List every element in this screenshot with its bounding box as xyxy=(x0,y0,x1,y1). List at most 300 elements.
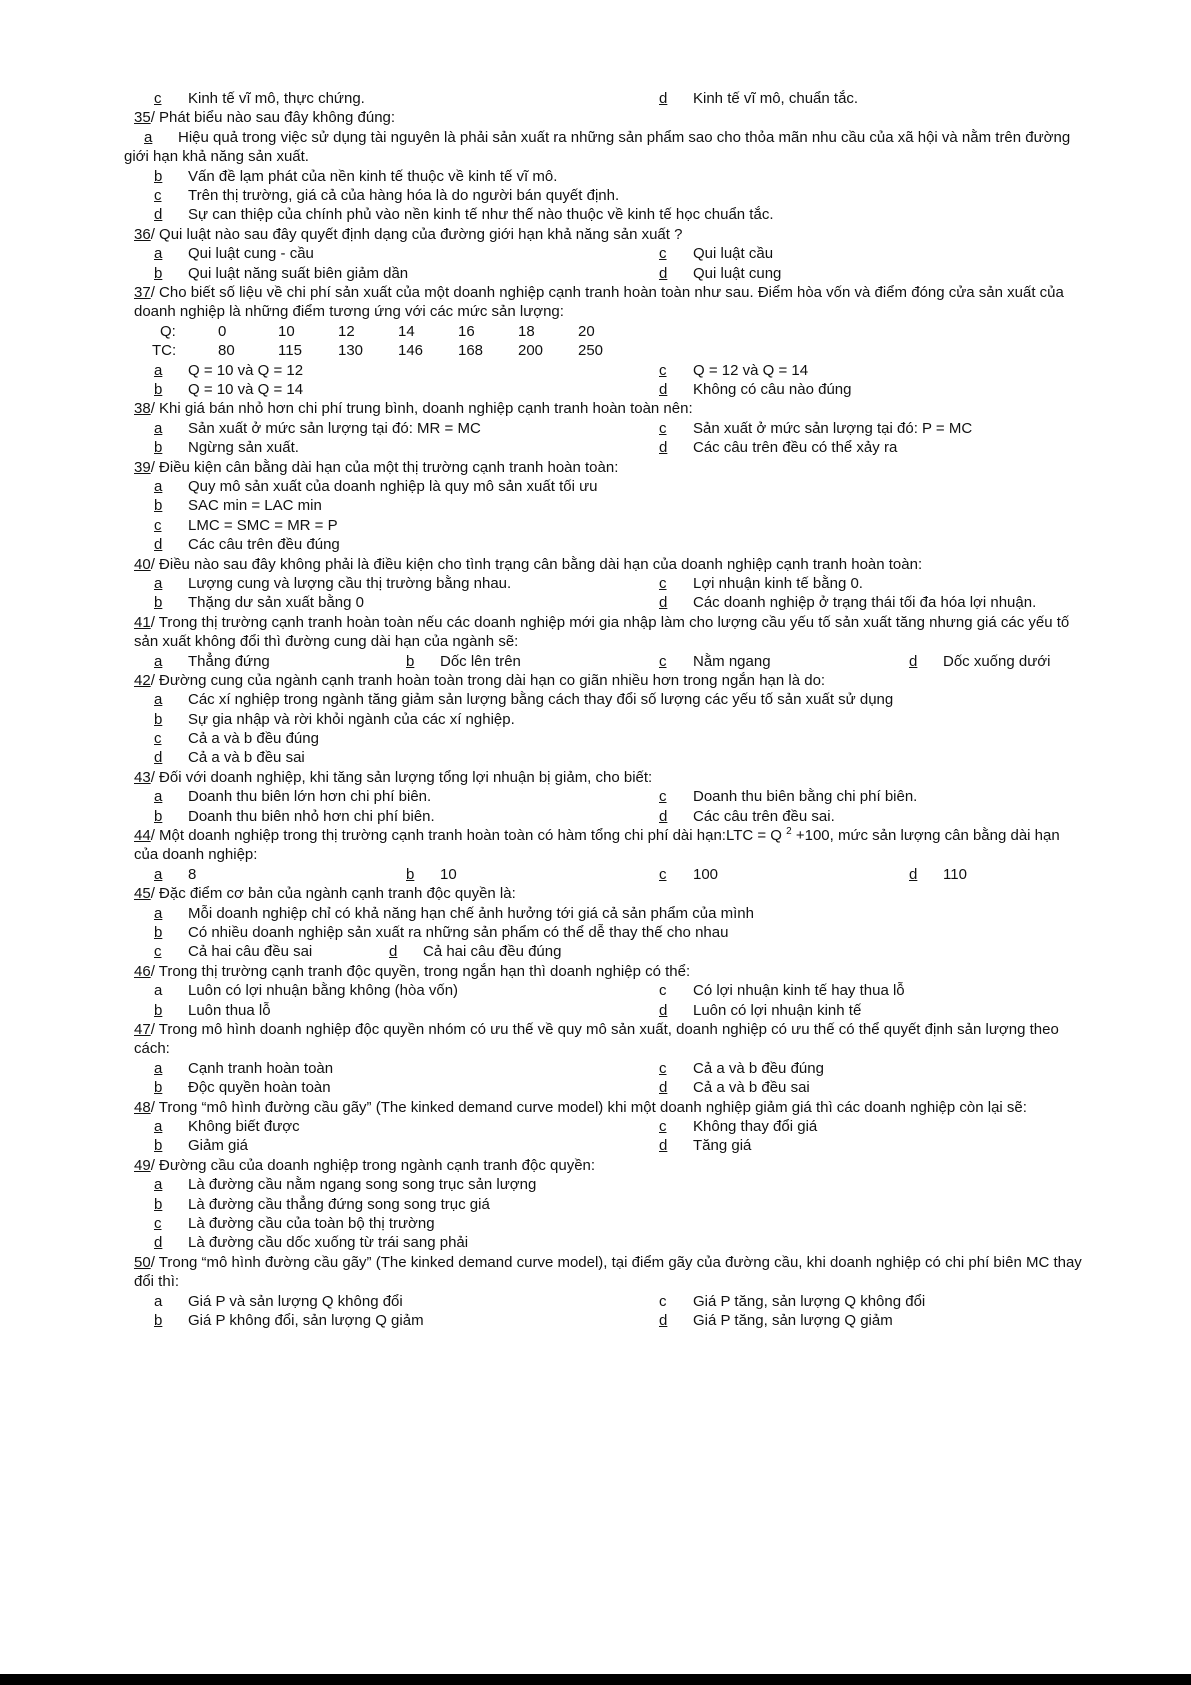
option-text: Qui luật cung xyxy=(693,264,782,282)
option-letter: c xyxy=(154,187,162,204)
superscript: 2 xyxy=(786,826,792,838)
option-letter: a xyxy=(154,574,163,592)
question-number: 47 xyxy=(134,1021,151,1039)
option-text: Là đường cầu nằm ngang song song trục sản lượng xyxy=(188,1176,537,1194)
option-letter: b xyxy=(154,807,163,825)
answer-row xyxy=(134,729,1084,748)
option-text: Các xí nghiệp trong ngành tăng giảm sản lượng bằng cách thay đổi số lượng các yếu tố sản xuất sử dụng xyxy=(188,691,894,709)
option-text: Thẳng đứng xyxy=(188,652,270,670)
question-text: Khi giá bán nhỏ hơn chi phí trung bình, doanh nghiệp cạnh tranh hoàn toàn nên: xyxy=(159,400,693,418)
answer-option xyxy=(154,1292,403,1311)
option-text: 110 xyxy=(943,865,967,883)
answer-option xyxy=(154,865,196,884)
answer-option xyxy=(154,186,619,205)
answer-option xyxy=(909,652,1050,671)
answer-row xyxy=(134,710,1084,729)
option-letter: a xyxy=(154,477,163,495)
option-text: Qui luật năng suất biên giảm dần xyxy=(188,264,409,282)
answer-option xyxy=(659,981,905,1000)
question-text: Trong “mô hình đường cầu gãy” (The kinked demand curve model), tại điểm gãy của đường cầu, khi doanh nghiệp có chi phí biên MC thay đổi thì: xyxy=(134,1253,1082,1291)
cost-table-cell: 0 xyxy=(218,322,227,340)
answer-row xyxy=(134,593,1084,612)
option-text: Cả a và b đều sai xyxy=(693,1079,810,1097)
answer-option xyxy=(659,787,917,806)
option-text: Dốc lên trên xyxy=(440,652,521,670)
option-letter: d xyxy=(154,206,163,224)
option-text: Có lợi nhuận kinh tế hay thua lỗ xyxy=(693,982,905,1000)
option-text: Có nhiều doanh nghiệp sản xuất ra những sản phẩm có thể dễ thay thế cho nhau xyxy=(188,924,729,942)
option-letter: a xyxy=(154,865,163,883)
question-text: Trong “mô hình đường cầu gãy” (The kinked demand curve model) khi một doanh nghiệp giảm giá thì các doanh nghiệp còn lại sẽ: xyxy=(158,1098,1027,1116)
option-text: Giá P tăng, sản lượng Q giảm xyxy=(693,1311,893,1329)
answer-option xyxy=(659,264,781,283)
answer-option xyxy=(154,574,511,593)
option-letter: d xyxy=(154,1234,163,1252)
option-letter: b xyxy=(406,652,415,670)
option-letter: a xyxy=(154,361,163,379)
option-text: Hiệu quả trong việc sử dụng tài nguyên là phải sản xuất ra những sản phẩm sao cho thỏa mãn nhu cầu của xã hội và nằm trên đường giới hạn khả năng sản xuất. xyxy=(124,128,1071,166)
option-text: Dốc xuống dưới xyxy=(943,652,1051,670)
option-letter: b xyxy=(154,167,163,185)
option-letter: c xyxy=(659,652,667,670)
option-letter: b xyxy=(154,1137,163,1155)
question-stem: 48/ Trong “mô hình đường cầu gãy” (The kinked demand curve model) khi một doanh nghiệp giảm giá thì các doanh nghiệp còn lại sẽ: xyxy=(134,1098,1027,1116)
question-text: Đường cầu của doanh nghiệp trong ngành cạnh tranh độc quyền: xyxy=(159,1156,596,1174)
answer-option xyxy=(659,1292,925,1311)
answer-option xyxy=(659,1059,824,1078)
option-letter: d xyxy=(909,652,918,670)
cost-table-cell: 10 xyxy=(278,322,295,340)
answer-option xyxy=(154,710,515,729)
option-text: Cả hai câu đều sai xyxy=(188,943,313,961)
question-text: Cho biết số liệu về chi phí sản xuất của một doanh nghiệp cạnh tranh hoàn toàn như sau. Điểm hòa vốn và điểm đóng cửa sản xuất của doanh nghiệp là những điểm tương ứng với các mức sản lượng: xyxy=(134,283,1064,321)
answer-option xyxy=(154,89,365,108)
answer-option xyxy=(154,1078,331,1097)
cost-table-row xyxy=(134,322,1084,341)
question-text: Đối với doanh nghiệp, khi tăng sản lượng tổng lợi nhuận bị giảm, cho biết: xyxy=(159,768,653,786)
answer-option xyxy=(659,380,851,399)
answer-option xyxy=(154,652,270,671)
question-stem: 35/ Phát biểu nào sau đây không đúng: xyxy=(134,109,396,127)
answer-option xyxy=(406,652,521,671)
option-letter: a xyxy=(154,245,163,263)
answer-option xyxy=(659,1311,893,1330)
option-text: Không biết được xyxy=(188,1118,300,1136)
answer-option xyxy=(659,89,858,108)
option-letter: b xyxy=(154,497,163,515)
answer-row xyxy=(134,981,1084,1000)
option-text: Giá P không đổi, sản lượng Q giảm xyxy=(188,1311,424,1329)
answer-option xyxy=(406,865,457,884)
cost-table-cell: 168 xyxy=(458,342,484,360)
answer-option xyxy=(154,264,408,283)
option-letter: d xyxy=(154,749,163,767)
question-number: 41 xyxy=(134,613,151,631)
answer-option xyxy=(154,729,319,748)
option-letter: a xyxy=(154,788,163,806)
answer-row xyxy=(134,787,1084,806)
option-letter: c xyxy=(659,1059,667,1077)
question-list xyxy=(124,89,1084,1330)
option-text: Cả a và b đều đúng xyxy=(188,730,319,748)
cost-table-cell: 20 xyxy=(578,322,595,340)
cost-table-row xyxy=(134,341,1084,360)
question-number: 46 xyxy=(134,962,151,980)
question-text: Trong mô hình doanh nghiệp độc quyền nhóm có ưu thế về quy mô sản xuất, doanh nghiệp có ưu thế có thể quyết định sản lượng theo cách: xyxy=(134,1021,1059,1058)
option-text: Sản xuất ở mức sản lượng tại đó: P = MC xyxy=(693,419,973,437)
option-letter: b xyxy=(154,1079,163,1097)
option-letter: d xyxy=(659,807,668,825)
answer-row xyxy=(134,186,1084,205)
option-text: Giá P tăng, sản lượng Q không đổi xyxy=(693,1292,926,1310)
answer-option xyxy=(154,1001,271,1020)
answer-option xyxy=(154,535,340,554)
question-number: 48 xyxy=(134,1098,151,1116)
option-text: Độc quyền hoàn toàn xyxy=(188,1079,331,1097)
question-stem: 50/ Trong “mô hình đường cầu gãy” (The kinked demand curve model), tại điểm gãy của đường cầu, khi doanh nghiệp có chi phí biên MC thay đổi thì: xyxy=(134,1253,1082,1291)
option-letter: d xyxy=(659,439,668,457)
answer-option xyxy=(389,942,561,961)
answer-row xyxy=(134,89,1084,108)
answer-row xyxy=(134,1117,1084,1136)
answer-option xyxy=(659,1078,810,1097)
answer-option xyxy=(659,1117,817,1136)
answer-row xyxy=(134,516,1084,535)
option-text: Lượng cung và lượng cầu thị trường bằng nhau. xyxy=(188,574,512,592)
cost-table-label: TC: xyxy=(152,342,177,360)
question-text: Phát biểu nào sau đây không đúng: xyxy=(159,109,396,127)
answer-option xyxy=(154,1059,333,1078)
answer-option xyxy=(659,438,897,457)
answer-option xyxy=(154,748,305,767)
answer-option xyxy=(154,477,597,496)
option-text: Giá P và sản lượng Q không đổi xyxy=(188,1292,403,1310)
cost-table-cell: 250 xyxy=(578,342,604,360)
answer-row xyxy=(134,748,1084,767)
option-text: Doanh thu biên nhỏ hơn chi phí biên. xyxy=(188,807,435,825)
cost-table-cell: 16 xyxy=(458,322,475,340)
option-text: Ngừng sản xuất. xyxy=(188,439,299,457)
question-stem: 41/ Trong thị trường cạnh tranh hoàn toàn nếu các doanh nghiệp mới gia nhập làm cho lượng cầu yếu tố sản xuất tăng nhưng giá các yếu tố sản xuất không đổi thì đường cung dài hạn của ngành sẽ: xyxy=(134,613,1070,651)
question-number: 36 xyxy=(134,225,151,243)
answer-option xyxy=(154,167,557,186)
question-stem: 39/ Điều kiện cân bằng dài hạn của một thị trường cạnh tranh hoàn toàn: xyxy=(134,458,619,476)
option-text: Cả a và b đều đúng xyxy=(693,1059,824,1077)
answer-row xyxy=(134,1078,1084,1097)
cost-table-cell: 146 xyxy=(398,342,424,360)
option-text: Qui luật cung - cầu xyxy=(188,245,314,263)
answer-option xyxy=(154,516,338,535)
question-stem: 37/ Cho biết số liệu về chi phí sản xuất của một doanh nghiệp cạnh tranh hoàn toàn như sau. Điểm hòa vốn và điểm đóng cửa sản xuất của doanh nghiệp là những điểm tương ứng với các mức sản lượng: xyxy=(134,283,1064,321)
question-stem: 42/ Đường cung của ngành cạnh tranh hoàn toàn trong dài hạn co giãn nhiều hơn trong ngắn hạn là do: xyxy=(134,671,826,689)
answer-option xyxy=(154,438,299,457)
answer-option xyxy=(659,244,773,263)
question-stem: 44/ Một doanh nghiệp trong thị trường cạnh tranh hoàn toàn có hàm tổng chi phí dài hạn:LTC = Q $^2$ +100, mức sản lượng cân bằng dài hạn của doanh nghiệp: xyxy=(134,826,1060,864)
option-text: Cả hai câu đều đúng xyxy=(423,943,562,961)
answer-option xyxy=(659,361,808,380)
answer-option xyxy=(154,361,303,380)
option-letter: b xyxy=(154,710,163,728)
answer-option xyxy=(154,380,303,399)
option-letter: c xyxy=(659,361,667,379)
option-text: SAC min = LAC min xyxy=(188,497,322,515)
answer-row xyxy=(134,205,1084,224)
answer-option xyxy=(124,128,1084,167)
answer-option xyxy=(154,923,728,942)
answer-option xyxy=(154,593,364,612)
answer-row xyxy=(134,923,1084,942)
option-letter: d xyxy=(154,536,163,554)
option-text: Quy mô sản xuất của doanh nghiệp là quy mô sản xuất tối ưu xyxy=(188,477,598,495)
option-letter: a xyxy=(154,904,163,922)
option-text: Kinh tế vĩ mô, chuẩn tắc. xyxy=(693,90,859,107)
answer-option xyxy=(154,904,754,923)
answer-row xyxy=(134,1001,1084,1020)
option-letter: d xyxy=(659,1137,668,1155)
answer-row xyxy=(134,419,1084,438)
answer-row xyxy=(134,1214,1084,1233)
answer-option xyxy=(659,652,771,671)
cost-table-cell: 115 xyxy=(278,342,302,360)
answer-option xyxy=(909,865,967,884)
option-letter: c xyxy=(659,982,667,1000)
option-text: Trên thị trường, giá cả của hàng hóa là do người bán quyết định. xyxy=(188,187,620,204)
option-text: Mỗi doanh nghiệp chỉ có khả năng hạn chế ảnh hưởng tới giá cả sản phẩm của mình xyxy=(188,904,754,922)
option-text: Kinh tế vĩ mô, thực chứng. xyxy=(188,90,365,107)
question-text: Trong thị trường cạnh tranh hoàn toàn nếu các doanh nghiệp mới gia nhập làm cho lượng cầu yếu tố sản xuất tăng nhưng giá các yếu tố sản xuất không đổi thì đường cung dài hạn của ngành sẽ: xyxy=(134,613,1070,651)
option-text: Qui luật cầu xyxy=(693,245,774,263)
option-letter: b xyxy=(154,594,163,612)
answer-row xyxy=(134,1136,1084,1155)
option-letter: a xyxy=(154,419,163,437)
question-stem: 46/ Trong thị trường cạnh tranh độc quyền, trong ngắn hạn thì doanh nghiệp có thể: xyxy=(134,962,691,980)
answer-option xyxy=(154,244,314,263)
option-letter: c xyxy=(659,419,667,437)
answer-option xyxy=(659,574,863,593)
answer-option xyxy=(659,1136,751,1155)
answer-option xyxy=(154,1214,435,1233)
option-letter: a xyxy=(154,652,163,670)
answer-row xyxy=(134,1059,1084,1078)
question-number: 42 xyxy=(134,671,151,689)
answer-row xyxy=(134,574,1084,593)
answer-option xyxy=(659,1001,861,1020)
answer-option xyxy=(154,981,458,1000)
answer-option xyxy=(154,942,312,961)
answer-option xyxy=(154,1311,424,1330)
option-text: Tăng giá xyxy=(693,1137,752,1155)
question-text: Một doanh nghiệp trong thị trường cạnh tranh hoàn toàn có hàm tổng chi phí dài hạn:LTC = Q xyxy=(159,827,787,845)
option-letter: b xyxy=(154,1001,163,1019)
answer-row xyxy=(134,690,1084,709)
answer-option xyxy=(154,205,773,224)
question-number: 40 xyxy=(134,555,151,573)
answer-row xyxy=(134,380,1084,399)
answer-option xyxy=(154,496,322,515)
answer-row xyxy=(134,1175,1084,1194)
answer-row xyxy=(134,244,1084,263)
answer-option xyxy=(154,1136,248,1155)
answer-row xyxy=(134,1292,1084,1311)
question-number: 43 xyxy=(134,768,151,786)
option-text: Cả a và b đều sai xyxy=(188,749,305,767)
option-text: Không thay đổi giá xyxy=(693,1118,818,1136)
option-letter: d xyxy=(659,90,668,107)
answer-row xyxy=(134,264,1084,283)
answer-option xyxy=(154,690,893,709)
answer-option xyxy=(154,1117,300,1136)
answer-row xyxy=(134,438,1084,457)
option-letter: b xyxy=(406,865,415,883)
option-text: Giảm giá xyxy=(188,1137,249,1155)
option-letter: a xyxy=(154,982,163,1000)
option-letter: c xyxy=(154,1214,162,1232)
cost-table-cell: 200 xyxy=(518,342,544,360)
question-stem: 43/ Đối với doanh nghiệp, khi tăng sản lượng tổng lợi nhuận bị giảm, cho biết: xyxy=(134,768,653,786)
option-letter: a xyxy=(154,1292,163,1310)
question-text: Đặc điểm cơ bản của ngành cạnh tranh độc quyền là: xyxy=(159,885,516,903)
answer-option xyxy=(659,807,835,826)
answer-row xyxy=(134,904,1084,923)
option-letter: d xyxy=(659,1079,668,1097)
option-letter: c xyxy=(659,1118,667,1136)
option-text: Luôn có lợi nhuận bằng không (hòa vốn) xyxy=(188,982,459,1000)
question-stem: 36/ Qui luật nào sau đây quyết định dạng của đường giới hạn khả năng sản xuất ? xyxy=(134,225,683,243)
option-letter: b xyxy=(154,439,163,457)
option-letter: c xyxy=(659,245,667,263)
cost-table-label: Q: xyxy=(160,322,176,340)
cost-table-cell: 18 xyxy=(518,322,535,340)
question-number: 39 xyxy=(134,458,151,476)
option-text: Là đường cầu dốc xuống từ trái sang phải xyxy=(188,1234,469,1252)
answer-option xyxy=(154,807,435,826)
answer-option xyxy=(154,1195,490,1214)
answer-option xyxy=(659,865,718,884)
option-letter: c xyxy=(659,1292,667,1310)
question-number: 35 xyxy=(134,109,151,127)
page-bottom-border xyxy=(0,1674,1191,1685)
cost-table-cell: 130 xyxy=(338,342,364,360)
answer-row xyxy=(134,1233,1084,1252)
question-stem: 49/ Đường cầu của doanh nghiệp trong ngành cạnh tranh độc quyền: xyxy=(134,1156,596,1174)
option-text: 8 xyxy=(188,865,197,883)
answer-option xyxy=(154,1233,468,1252)
answer-option xyxy=(659,419,972,438)
option-letter: a xyxy=(154,691,163,709)
option-letter: b xyxy=(154,380,163,398)
question-stem: 38/ Khi giá bán nhỏ hơn chi phí trung bình, doanh nghiệp cạnh tranh hoàn toàn nên: xyxy=(134,400,693,418)
cost-table-cell: 80 xyxy=(218,342,235,360)
option-letter: b xyxy=(154,924,163,942)
option-text: Không có câu nào đúng xyxy=(693,380,852,398)
answer-row xyxy=(134,807,1084,826)
option-letter: c xyxy=(659,574,667,592)
question-number: 38 xyxy=(134,400,151,418)
option-text: Q = 10 và Q = 14 xyxy=(188,380,304,398)
option-letter: b xyxy=(154,1311,163,1329)
question-text: Qui luật nào sau đây quyết định dạng của đường giới hạn khả năng sản xuất ? xyxy=(159,225,683,243)
answer-row xyxy=(134,167,1084,186)
option-letter: a xyxy=(154,1118,163,1136)
cost-table-cell: 12 xyxy=(338,322,355,340)
option-text: Các câu trên đều sai. xyxy=(693,807,835,825)
question-number: 45 xyxy=(134,885,151,903)
answer-option xyxy=(154,419,481,438)
answer-row xyxy=(134,1195,1084,1214)
option-letter: c xyxy=(154,730,162,748)
option-text: Luôn có lợi nhuận kinh tế xyxy=(693,1001,862,1019)
option-letter: c xyxy=(659,788,667,806)
option-letter: a xyxy=(154,1176,163,1194)
option-letter: c xyxy=(154,516,162,534)
option-letter: d xyxy=(909,865,918,883)
question-stem: 47/ Trong mô hình doanh nghiệp độc quyền nhóm có ưu thế về quy mô sản xuất, doanh nghiệp có ưu thế có thể quyết định sản lượng theo cách: xyxy=(134,1021,1059,1058)
option-text: Doanh thu biên bằng chi phí biên. xyxy=(693,788,918,806)
question-text: Điều nào sau đây không phải là điều kiện cho tình trạng cân bằng dài hạn của doanh nghiệp cạnh tranh hoàn toàn: xyxy=(159,555,923,573)
cost-table-cell: 14 xyxy=(398,322,415,340)
answer-row xyxy=(134,865,1084,884)
option-text: Sự gia nhập và rời khỏi ngành của các xí nghiệp. xyxy=(188,710,515,728)
option-text: Lợi nhuận kinh tế bằng 0. xyxy=(693,574,863,592)
answer-row xyxy=(134,1311,1084,1330)
question-number: 49 xyxy=(134,1156,151,1174)
option-text: LMC = SMC = MR = P xyxy=(188,516,338,534)
option-text: Là đường cầu của toàn bộ thị trường xyxy=(188,1214,435,1232)
option-text: Nằm ngang xyxy=(693,652,771,670)
answer-option xyxy=(154,1175,536,1194)
question-number: 44 xyxy=(134,827,151,845)
option-letter: a xyxy=(144,128,153,146)
option-letter: b xyxy=(154,264,163,282)
option-text: 100 xyxy=(693,865,719,883)
answer-row xyxy=(134,652,1084,671)
option-letter: d xyxy=(659,380,668,398)
option-letter: d xyxy=(659,1001,668,1019)
option-letter: d xyxy=(659,594,668,612)
answer-row xyxy=(134,942,1084,961)
question-stem: 45/ Đặc điểm cơ bản của ngành cạnh tranh độc quyền là: xyxy=(134,885,516,903)
option-text: Q = 12 và Q = 14 xyxy=(693,361,809,379)
option-text: Các câu trên đều đúng xyxy=(188,536,340,554)
option-text: Là đường cầu thẳng đứng song song trục giá xyxy=(188,1195,490,1213)
option-text: Các câu trên đều có thể xảy ra xyxy=(693,439,898,457)
option-text: Q = 10 và Q = 12 xyxy=(188,361,304,379)
question-text: Đường cung của ngành cạnh tranh hoàn toàn trong dài hạn co giãn nhiều hơn trong ngắn hạn là do: xyxy=(159,671,826,689)
question-number: 37 xyxy=(134,283,151,301)
answer-row xyxy=(134,477,1084,496)
option-letter: c xyxy=(154,943,162,961)
option-letter: b xyxy=(154,1195,163,1213)
option-text: Cạnh tranh hoàn toàn xyxy=(188,1059,334,1077)
option-text: Vấn đề lạm phát của nền kinh tế thuộc về kinh tế vĩ mô. xyxy=(188,167,558,185)
option-text: Luôn thua lỗ xyxy=(188,1001,271,1019)
answer-row xyxy=(134,535,1084,554)
option-letter: a xyxy=(154,1059,163,1077)
answer-row xyxy=(134,496,1084,515)
option-text: Các doanh nghiệp ở trạng thái tối đa hóa lợi nhuận. xyxy=(693,594,1037,612)
question-number: 50 xyxy=(134,1253,151,1271)
option-text: Sự can thiệp của chính phủ vào nền kinh tế như thế nào thuộc về kinh tế học chuẩn tắc. xyxy=(188,206,774,224)
answer-option xyxy=(154,787,431,806)
answer-option xyxy=(659,593,1036,612)
option-letter: d xyxy=(659,264,668,282)
question-stem: 40/ Điều nào sau đây không phải là điều kiện cho tình trạng cân bằng dài hạn của doanh nghiệp cạnh tranh hoàn toàn: xyxy=(134,555,923,573)
option-letter: d xyxy=(659,1311,668,1329)
question-text: +100, mức sản lượng cân bằng dài hạn của doanh nghiệp: xyxy=(134,827,1060,864)
option-text: Doanh thu biên lớn hơn chi phí biên. xyxy=(188,788,432,806)
option-text: Thặng dư sản xuất bằng 0 xyxy=(188,594,365,612)
question-text: Điều kiện cân bằng dài hạn của một thị trường cạnh tranh hoàn toàn: xyxy=(159,458,619,476)
